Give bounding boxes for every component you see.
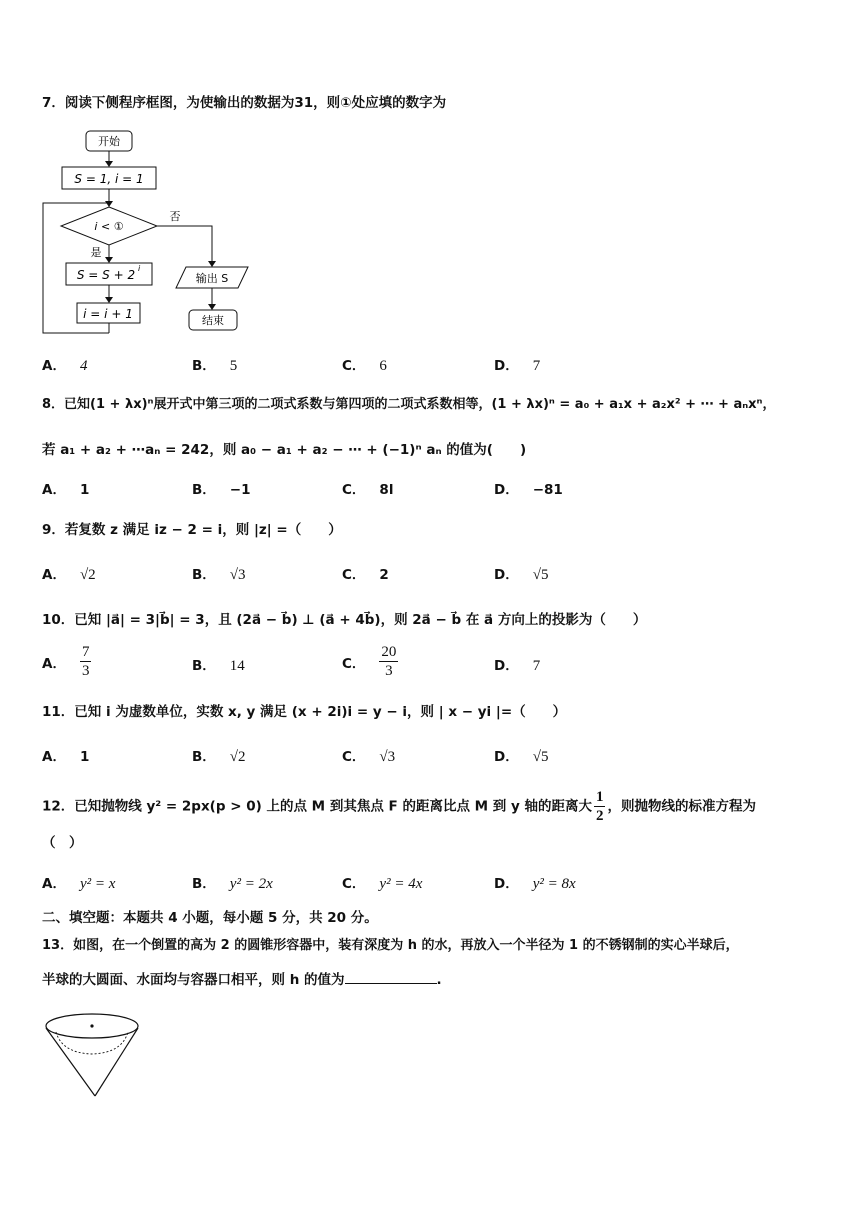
section-2-heading: 二、填空题：本题共 4 小题，每小题 5 分，共 20 分。 bbox=[42, 910, 378, 926]
answer-blank[interactable] bbox=[345, 969, 437, 984]
q10-a-denominator: 3 bbox=[81, 663, 90, 679]
hemisphere-outline bbox=[56, 1032, 128, 1054]
q11-option-c: C． √3 bbox=[342, 749, 396, 765]
question-8-line1: 8．已知(1 + λx)ⁿ展开式中第三项的二项式系数与第四项的二项式系数相等，(1 + λx)ⁿ = a₀ + a₁x + a₂x² + ⋯ + aₙxⁿ， bbox=[42, 397, 776, 412]
q12-option-d: D． y² = 8x bbox=[494, 876, 576, 892]
q12-fraction-numerator: 1 bbox=[595, 789, 604, 805]
q10-option-b: B． 14 bbox=[192, 658, 245, 674]
question-12-paren: （ ） bbox=[42, 835, 83, 851]
flowchart-assign-superscript: i bbox=[138, 264, 141, 273]
q11-option-a: A． 1 bbox=[42, 749, 90, 765]
question-13-line2: 半球的大圆面、水面均与容器口相平，则 h 的值为 . bbox=[42, 968, 442, 988]
question-12-stem bbox=[42, 788, 756, 825]
q10-c-numerator: 20 bbox=[381, 644, 397, 660]
q8-option-b: B． −1 bbox=[192, 482, 251, 498]
q8-option-d: D． −81 bbox=[494, 482, 563, 498]
question-8-line2: 若 a₁ + a₂ + ⋯aₙ = 242，则 a₀ − a₁ + a₂ − ⋯ + (−1)ⁿ aₙ 的值为( ) bbox=[42, 442, 527, 458]
q8-option-a: A． 1 bbox=[42, 482, 90, 498]
flowchart-no-label: 否 bbox=[169, 210, 181, 223]
q9-option-b: B． √3 bbox=[192, 567, 246, 583]
flowchart-assign-text: S = S + 2 bbox=[76, 268, 136, 282]
q9-option-c: C． 2 bbox=[342, 567, 389, 583]
question-9-stem: 9．若复数 z 满足 iz − 2 = i，则 |z| =（ ） bbox=[42, 522, 342, 538]
flowchart-condition-text: i < ① bbox=[94, 220, 124, 233]
cone-center-dot bbox=[90, 1024, 93, 1027]
q12-fraction-denominator: 2 bbox=[595, 808, 604, 824]
q10-option-d: D． 7 bbox=[494, 658, 541, 674]
q12-option-b: B． y² = 2x bbox=[192, 876, 273, 892]
q7-option-b: B． 5 bbox=[192, 358, 238, 374]
q10-a-numerator: 7 bbox=[81, 644, 90, 660]
q12-option-a: A． y² = x bbox=[42, 876, 116, 892]
q9-option-d: D． √5 bbox=[494, 567, 549, 583]
q10-c-denominator: 3 bbox=[385, 663, 393, 679]
flowchart-end-text: 结束 bbox=[202, 314, 224, 327]
cone-figure bbox=[40, 1008, 150, 1103]
flowchart-increment-text: i = i + 1 bbox=[83, 307, 133, 321]
flowchart-yes-label: 是 bbox=[90, 246, 102, 259]
question-11-stem: 11．已知 i 为虚数单位，实数 x, y 满足 (x + 2i)i = y − i，则 | x − yi |=（ ） bbox=[42, 704, 567, 720]
question-13-line1: 13．如图，在一个倒置的高为 2 的圆锥形容器中，装有深度为 h 的水，再放入一个半径为 1 的不锈钢制的实心半球后， bbox=[42, 938, 739, 953]
q10-option-c: C． $\frac{20}{3}$ bbox=[342, 644, 397, 679]
flowchart-start-text: 开始 bbox=[98, 135, 120, 148]
q10-option-a: A． $\frac{7}{3}$ bbox=[42, 644, 90, 679]
q9-option-a: A． √2 bbox=[42, 567, 96, 583]
q7-option-d: D． 7 bbox=[494, 358, 541, 374]
q7-option-c: C． 6 bbox=[342, 358, 387, 374]
q12-stem-start: 12．已知抛物线 y² = 2px(p > 0) 上的点 M 到其焦点 F 的距离比点 M 到 y 轴的距离大 bbox=[42, 798, 592, 815]
question-10-stem: 10．已知 |a⃗| = 3|b⃗| = 3，且 (2a⃗ − b⃗) ⊥ (a⃗ + 4b⃗)，则 2a⃗ − b⃗ 在 a⃗ 方向上的投影为（ ） bbox=[42, 612, 647, 628]
q12-option-c: C． y² = 4x bbox=[342, 876, 423, 892]
q8-option-c: C． 8l bbox=[342, 482, 394, 498]
flowchart-output-text: 输出 S bbox=[195, 272, 229, 285]
q7-option-a: A． 4 bbox=[42, 358, 88, 374]
q11-option-d: D． √5 bbox=[494, 749, 549, 765]
q12-stem-end: ，则抛物线的标准方程为 bbox=[607, 798, 756, 815]
flowchart-init-text: S = 1, i = 1 bbox=[74, 172, 144, 186]
q11-option-b: B． √2 bbox=[192, 749, 246, 765]
question-7-stem: 7．阅读下侧程序框图，为使输出的数据为31，则①处应填的数字为 bbox=[42, 95, 447, 111]
flowchart bbox=[36, 128, 266, 338]
